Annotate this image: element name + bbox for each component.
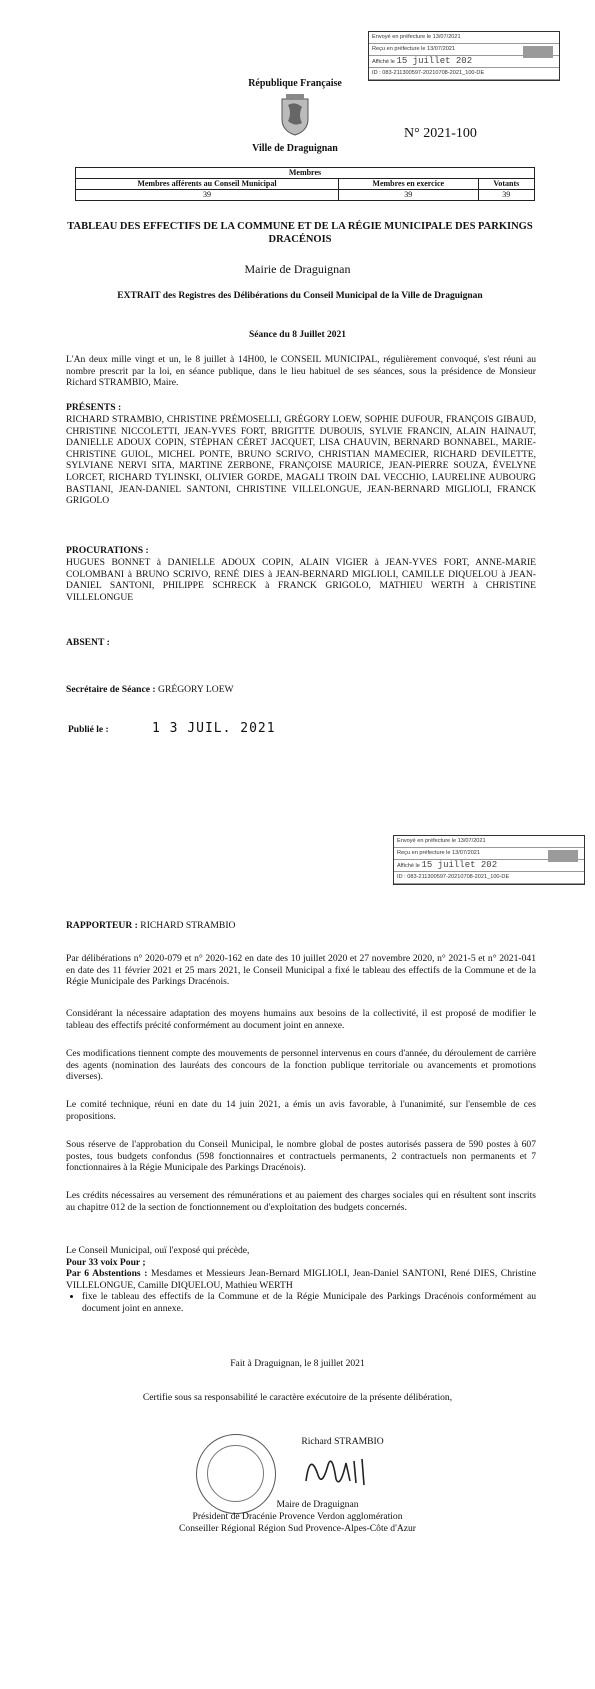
signatory-title-1: Maire de Draguignan [276, 1499, 359, 1510]
mairie-heading: Mairie de Draguignan [244, 262, 351, 276]
prefecture-stamp [368, 31, 560, 81]
membres-val-afferents: 39 [76, 190, 339, 201]
abstentions-names: Mesdames et Messieurs Jean-Bernard MIGLIOLI, Jean-Daniel SANTONI, René DIES, Christine VILLELONGUE, Camille DIQUELOU, Mathieu WERTH [66, 1268, 536, 1291]
signatory-title-3: Conseiller Régional Région Sud Provence-Alpes-Côte d'Azur [179, 1523, 416, 1534]
stamp-posted-label-2: Affiché le [397, 863, 420, 869]
stamp-posted-label: Affiché le [372, 59, 395, 65]
presents-list: RICHARD STRAMBIO, CHRISTINE PRÉMOSELLI, GRÉGORY LOEW, SOPHIE DUFOUR, FRANÇOIS GIBAUD, CHRISTINE NICCOLETTI, JEAN-YVES FORT, BRIGITTE DUBOUIS, SYLVIE FRANCIN, ALAIN HAINAUT, DANIELLE ADOUX COPIN, STÉPHAN CÉRET JACQUET, LISA CHAUVIN, BERNARD BONNABEL, MARIE-CHRISTINE GUIOL, MICHEL PONTE, BRUNO SCRIVO, CHRISTIAN MAMECIER, RICHARD DEVILETTE, SYLVIANE NERVI SITA, MARTINE ZERBONE, FRANÇOISE MAURICE, JEAN-PIERRE SOUZA, ÉVELYNE LORCET, RICHARD TYLINSKI, OLIVIER GORDE, MAGALI TROIN DAL VECCHIO, LAURELINE AUBOURG BASTIANI, JEAN-DANIEL SANTONI, CHRISTINE VILLELONGUE, JEAN-BERNARD MIGLIOLI, FRANCK GRIGOLO [66, 414, 536, 507]
decision-item: • fixe le tableau des effectifs de la Commune et de la Régie Municipale des Parkings Dracénois conformément au document joint en annexe. [82, 1291, 536, 1314]
procurations-label: PROCURATIONS : [66, 545, 149, 556]
intro-paragraph: L'An deux mille vingt et un, le 8 juillet à 14H00, le CONSEIL MUNICIPAL, régulièrement convoqué, s'est réuni au nombre prescrit par la loi, en séance publique, dans le lieu habituel de ses séances, sous la présidence de Monsieur Richard STRAMBIO, Maire. [66, 354, 536, 389]
fait-line: Fait à Draguignan, le 8 juillet 2021 [230, 1358, 365, 1369]
abstentions-line [66, 1268, 536, 1291]
membres-table [75, 167, 535, 201]
stamp-logo-icon [523, 46, 553, 58]
conseil-line: Le Conseil Municipal, ouï l'exposé qui précède, [66, 1245, 250, 1256]
secretaire-label: Secrétaire de Séance : [66, 684, 156, 695]
rapporteur-label: RAPPORTEUR : [66, 920, 138, 931]
abstentions-label: Par 6 Abstentions : [66, 1268, 148, 1280]
city-emblem-icon [278, 93, 312, 137]
seal-inner-ring [207, 1445, 264, 1502]
decision-list [66, 1291, 536, 1314]
extrait-heading: EXTRAIT des Registres des Délibérations du Conseil Municipal de la Ville de Draguignan [117, 291, 483, 301]
stamp-posted-date-2: 15 juillet 202 [421, 860, 498, 870]
publie-label: Publié le : [68, 725, 109, 735]
page-1 [0, 0, 595, 840]
document-title: TABLEAU DES EFFECTIFS DE LA COMMUNE ET DE LA RÉGIE MUNICIPALE DES PARKINGS DRACÉNOIS [67, 221, 533, 245]
signatory-name: Richard STRAMBIO [301, 1436, 384, 1447]
republique-francaise: République Française [248, 78, 342, 89]
paragraph-5: Sous réserve de l'approbation du Conseil Municipal, le nombre global de postes autorisés passera de 590 postes à 607 postes, tous budgets confondus (598 fonctionnaires et contractuels permanents, 2 contractuels non permanents et 7 fonctionnaires à la Régie Municipale des Parkings Dracénois). [66, 1139, 536, 1174]
seance-date: Séance du 8 Juillet 2021 [248, 330, 347, 340]
secretaire-name: GRÉGORY LOEW [158, 684, 234, 695]
deliberation-number: N° 2021-100 [404, 126, 477, 141]
rapporteur-name: RICHARD STRAMBIO [140, 920, 236, 931]
stamp-received-2: Reçu en préfecture le 13/07/2021 [394, 848, 584, 860]
membres-val-exercice: 39 [338, 190, 478, 201]
membres-col-afferents: Membres afférents au Conseil Municipal [76, 179, 339, 190]
stamp-sent: Envoyé en préfecture le 13/07/2021 [369, 32, 559, 44]
pour-line: Pour 33 voix Pour ; [66, 1256, 146, 1268]
presents-label: PRÉSENTS : [66, 402, 122, 413]
rapporteur-line [66, 920, 536, 932]
ville-de-draguignan: Ville de Draguignan [252, 143, 338, 154]
certifie-line: Certifie sous sa responsabilité le caractère exécutoire de la présente délibération, [142, 1392, 453, 1403]
stamp-received: Reçu en préfecture le 13/07/2021 [369, 44, 559, 56]
procurations-list: HUGUES BONNET à DANIELLE ADOUX COPIN, ALAIN VIGIER à JEAN-YVES FORT, ANNE-MARIE COLOMBANI à BRUNO SCRIVO, RENÉ DIES à JEAN-BERNARD MIGLIOLI, CAMILLE DIQUELOU à JEAN-DANIEL SANTONI, PHILIPPE SCHRECK à FRANCK GRIGOLO, MATHIEU WERTH à CHRISTINE VILLELONGUE [66, 557, 536, 603]
paragraph-3: Ces modifications tiennent compte des mouvements de personnel intervenus en cours d'année, du déroulement de carrière des agents (nomination des lauréats des concours de la fonction publique territoriale ou avancements et promotions diverses). [66, 1048, 536, 1083]
decision-block [66, 1245, 536, 1315]
signatory-title-2: Président de Dracénie Provence Verdon agglomération [192, 1511, 403, 1522]
membres-col-exercice: Membres en exercice [338, 179, 478, 190]
letterhead [215, 78, 375, 154]
prefecture-stamp-2 [393, 835, 585, 885]
paragraph-1: Par délibérations n° 2020-079 et n° 2020-162 en date des 10 juillet 2020 et 27 novembre 2020, n° 2021-5 et n° 2021-041 en date des 11 février 2021 et 25 mars 2021, le Conseil Municipal a fixé le tableau des effectifs de la Commune et de la Régie Municipale des Parkings Dracénois. [66, 953, 536, 988]
paragraph-6: Les crédits nécessaires au versement des rémunérations et au paiement des charges sociales qui en résultent sont inscrits au chapitre 012 de la section de fonctionnement ou d'exploitation des budgets concernés. [66, 1190, 536, 1213]
stamp-logo-icon-2 [548, 850, 578, 862]
membres-val-votants: 39 [478, 190, 534, 201]
membres-col-votants: Votants [478, 179, 534, 190]
publie-date-stamp: 1 3 JUIL. 2021 [152, 721, 276, 736]
stamp-posted-date: 15 juillet 202 [396, 56, 473, 66]
stamp-id: ID : 083-211300597-20210708-2021_100-DE [369, 68, 559, 80]
secretaire-line [66, 684, 536, 696]
membres-table-title: Membres [76, 168, 535, 179]
stamp-sent-2: Envoyé en préfecture le 13/07/2021 [394, 836, 584, 848]
paragraph-4: Le comité technique, réuni en date du 14 juin 2021, a émis un avis favorable, à l'unanimité, sur l'ensemble de ces propositions. [66, 1099, 536, 1122]
absent-label: ABSENT : [66, 637, 110, 648]
mayor-signature-icon [300, 1445, 372, 1493]
stamp-id-2: ID : 083-211300597-20210708-2021_100-DE [394, 872, 584, 884]
paragraph-2: Considérant la nécessaire adaptation des moyens humains aux besoins de la collectivité, il est proposé de modifier le tableau des effectifs précité conformément au document joint en annexe. [66, 1008, 536, 1031]
